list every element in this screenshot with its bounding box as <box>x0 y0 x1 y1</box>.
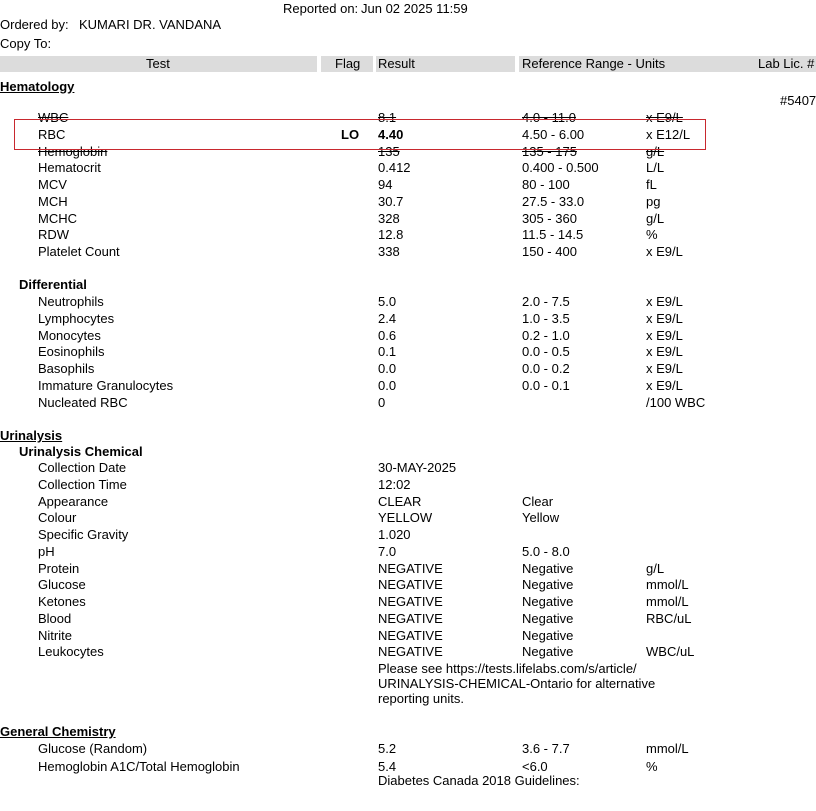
section-title-urinalysis: Urinalysis <box>0 428 63 443</box>
test-name: Hemoglobin <box>38 143 108 159</box>
result-value: NEGATIVE <box>378 644 443 660</box>
test-name: Ketones <box>38 594 86 609</box>
reference-range: Negative <box>522 610 574 626</box>
col-header-test: Test <box>146 56 170 71</box>
reference-range: 11.5 - 14.5 <box>522 227 584 243</box>
test-name: MCV <box>38 177 67 192</box>
reference-range: 1.0 - 3.5 <box>522 310 570 326</box>
section-subtitle-urinalysis-chemical: Urinalysis Chemical <box>19 444 143 459</box>
test-name: RDW <box>38 227 70 243</box>
result-value: 5.2 <box>378 741 397 756</box>
result-value: NEGATIVE <box>378 627 443 643</box>
urinalysis-comment-line: URINALYSIS-CHEMICAL-Ontario for alternative <box>378 676 656 691</box>
test-name: pH <box>38 543 55 559</box>
units: L/L <box>646 160 665 176</box>
ordered-by-label: Ordered by: <box>0 17 69 32</box>
test-name: Collection Time <box>38 476 127 492</box>
result-value: 135 <box>378 143 400 159</box>
result-value: 0.412 <box>378 160 411 176</box>
test-name: Leukocytes <box>38 644 104 660</box>
reference-range: 2.0 - 7.5 <box>522 294 570 309</box>
test-name: WBC <box>38 110 69 125</box>
reference-range: Clear <box>522 493 554 509</box>
result-value: 328 <box>378 210 400 226</box>
result-value: 8.1 <box>378 110 397 125</box>
result-value: 7.0 <box>378 543 397 559</box>
test-name: Colour <box>38 510 77 526</box>
result-value: NEGATIVE <box>378 577 443 593</box>
units: g/L <box>646 210 665 226</box>
units: pg <box>646 193 661 209</box>
reference-range: Negative <box>522 644 574 660</box>
test-name: Hematocrit <box>38 160 101 176</box>
units: mmol/L <box>646 577 689 593</box>
reference-range: 150 - 400 <box>522 244 577 259</box>
result-value: 0.0 <box>378 361 397 376</box>
result-value: NEGATIVE <box>378 610 443 626</box>
units: mmol/L <box>646 741 689 756</box>
units: x E9/L <box>646 361 683 376</box>
copy-to-label: Copy To: <box>0 36 52 51</box>
section-title-hematology: Hematology <box>0 79 75 94</box>
result-value: YELLOW <box>378 510 433 526</box>
result-value: 12.8 <box>378 227 404 243</box>
test-name: Platelet Count <box>38 244 120 259</box>
reference-range: 27.5 - 33.0 <box>522 193 585 209</box>
test-name: Immature Granulocytes <box>38 377 174 393</box>
units: % <box>646 227 658 243</box>
reference-range: Negative <box>522 577 574 593</box>
highlight-box <box>14 119 706 150</box>
units: x E9/L <box>646 327 683 343</box>
test-name: Appearance <box>38 493 109 509</box>
units: x E9/L <box>646 110 683 125</box>
units: x E9/L <box>646 244 683 259</box>
result-value: NEGATIVE <box>378 560 443 576</box>
result-value: 4.40 <box>378 126 404 142</box>
test-name: Glucose <box>38 577 86 593</box>
result-value: 0.1 <box>378 344 397 360</box>
reference-range: 5.0 - 8.0 <box>522 543 570 559</box>
test-name: Protein <box>38 560 80 576</box>
reference-range: Negative <box>522 627 574 643</box>
col-header-flag: Flag <box>335 56 361 71</box>
reported-on-value: Jun 02 2025 11:59 <box>361 1 468 16</box>
units: mmol/L <box>646 594 689 609</box>
result-value: 5.4 <box>378 758 397 774</box>
test-name: RBC <box>38 126 66 142</box>
chemistry-comment: Diabetes Canada 2018 Guidelines: <box>378 773 580 788</box>
reference-range: 0.0 - 0.1 <box>522 377 570 393</box>
reference-range: 80 - 100 <box>522 177 570 192</box>
reference-range: Negative <box>522 560 574 576</box>
units: x E9/L <box>646 377 683 393</box>
units: fL <box>646 177 657 192</box>
units: % <box>646 758 658 774</box>
test-name: MCHC <box>38 210 77 226</box>
col-header-reference: Reference Range - Units <box>522 56 666 71</box>
result-value: 30.7 <box>378 193 404 209</box>
units: /100 WBC <box>646 394 706 410</box>
test-name: Nucleated RBC <box>38 394 128 410</box>
reported-on-label: Reported on: <box>283 1 359 16</box>
units: x E9/L <box>646 310 683 326</box>
test-name: Hemoglobin A1C/Total Hemoglobin <box>38 758 240 774</box>
reference-range: 0.2 - 1.0 <box>522 327 570 343</box>
test-name: Glucose (Random) <box>38 741 148 756</box>
reference-range: Yellow <box>522 510 560 526</box>
units: g/L <box>646 560 665 576</box>
urinalysis-comment-line: Please see https://tests.lifelabs.com/s/article/ <box>378 661 637 676</box>
result-value: 5.0 <box>378 294 397 309</box>
test-name: Neutrophils <box>38 294 104 309</box>
test-name: MCH <box>38 193 68 209</box>
result-value: 0 <box>378 394 386 410</box>
section-title-differential: Differential <box>19 277 87 292</box>
result-value: 2.4 <box>378 310 397 326</box>
result-value: 12:02 <box>378 476 411 492</box>
test-name: Lymphocytes <box>38 310 115 326</box>
result-value: 338 <box>378 244 400 259</box>
units: WBC/uL <box>646 644 695 660</box>
units: x E12/L <box>646 126 691 142</box>
test-name: Blood <box>38 610 72 626</box>
reference-range: <6.0 <box>522 758 548 774</box>
reference-range: 0.0 - 0.2 <box>522 361 570 376</box>
urinalysis-comment <box>378 661 678 706</box>
result-value: CLEAR <box>378 493 422 509</box>
col-header-lab-lic: Lab Lic. # <box>758 56 815 71</box>
reference-range: Negative <box>522 594 574 609</box>
reference-range: 4.0 - 11.0 <box>522 110 576 125</box>
reference-range: 0.400 - 0.500 <box>522 160 599 176</box>
reference-range: 3.6 - 7.7 <box>522 741 570 756</box>
units: x E9/L <box>646 294 683 309</box>
ordered-by-value: KUMARI DR. VANDANA <box>79 17 222 32</box>
result-value: 0.6 <box>378 327 397 343</box>
result-value: NEGATIVE <box>378 594 443 609</box>
reference-range: 305 - 360 <box>522 210 577 226</box>
urinalysis-comment-line: reporting units. <box>378 691 464 706</box>
units: g/L <box>646 143 665 159</box>
result-value: 0.0 <box>378 377 397 393</box>
test-name: Collection Date <box>38 460 127 475</box>
test-name: Nitrite <box>38 627 72 643</box>
result-value: 94 <box>378 177 393 192</box>
test-name: Basophils <box>38 361 95 376</box>
test-name: Eosinophils <box>38 344 105 360</box>
result-value: 1.020 <box>378 527 411 542</box>
lab-lic-number: #5407 <box>780 93 816 108</box>
test-name: Monocytes <box>38 327 101 343</box>
reference-range: 135 - 175 <box>522 143 577 159</box>
reference-range: 0.0 - 0.5 <box>522 344 570 360</box>
reference-range: 4.50 - 6.00 <box>522 126 585 142</box>
units: RBC/uL <box>646 610 692 626</box>
section-title-general-chemistry: General Chemistry <box>0 724 116 739</box>
units: x E9/L <box>646 344 683 360</box>
result-value: 30-MAY-2025 <box>378 460 457 475</box>
col-header-result: Result <box>378 56 415 71</box>
test-name: Specific Gravity <box>38 527 129 542</box>
flag-indicator: LO <box>341 126 360 142</box>
